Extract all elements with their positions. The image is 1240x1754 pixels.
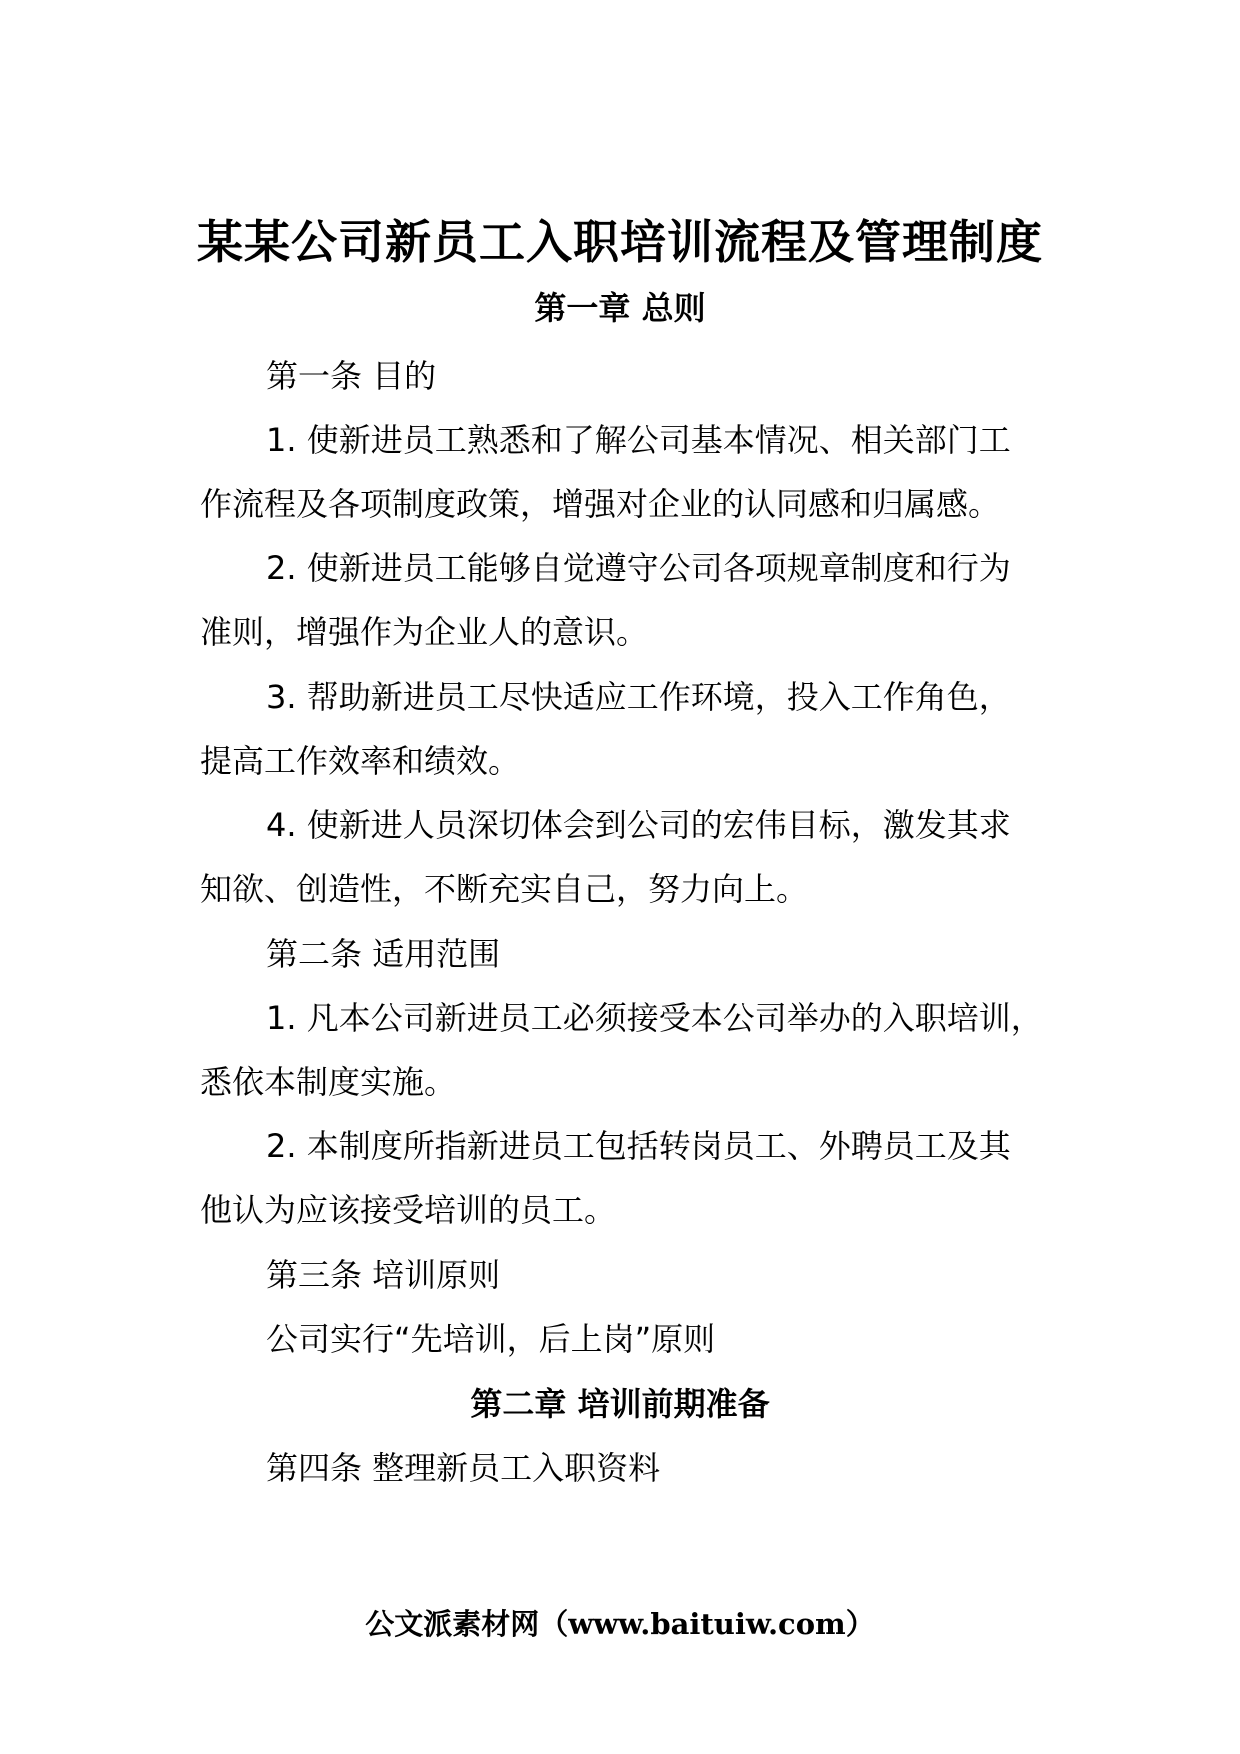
paragraph-line: 2. 使新进员工能够自觉遵守公司各项规章制度和行为 xyxy=(266,549,1011,587)
article-heading: 第一条 目的 xyxy=(266,357,437,395)
paragraph-line: 作流程及各项制度政策，增强对企业的认同感和归属感。 xyxy=(200,485,1001,523)
paragraph-line: 1. 凡本公司新进员工必须接受本公司举办的入职培训， xyxy=(266,999,1043,1037)
article-heading: 第三条 培训原则 xyxy=(266,1256,501,1294)
paragraph-line: 3. 帮助新进员工尽快适应工作环境，投入工作角色， xyxy=(266,678,1011,716)
paragraph-line: 4. 使新进人员深切体会到公司的宏伟目标，激发其求 xyxy=(266,806,1011,844)
paragraph-line: 他认为应该接受培训的员工。 xyxy=(200,1191,617,1229)
footer-watermark: 公文派素材网（www.baituiw.com） xyxy=(365,1607,875,1641)
paragraph-line: 悉依本制度实施。 xyxy=(200,1063,457,1101)
paragraph-line: 提高工作效率和绩效。 xyxy=(200,742,521,780)
paragraph-line: 知欲、创造性，不断充实自己，努力向上。 xyxy=(200,870,809,908)
paragraph-line: 公司实行“先培训，后上岗”原则 xyxy=(266,1320,716,1358)
chapter-heading-2: 第二章 培训前期准备 xyxy=(470,1385,770,1423)
paragraph-line: 1. 使新进员工熟悉和了解公司基本情况、相关部门工 xyxy=(266,421,1011,459)
article-heading: 第四条 整理新员工入职资料 xyxy=(266,1449,661,1487)
document-title: 某某公司新员工入职培训流程及管理制度 xyxy=(197,215,1043,269)
paragraph-line: 2. 本制度所指新进员工包括转岗员工、外聘员工及其 xyxy=(266,1127,1011,1165)
chapter-heading-1: 第一章 总则 xyxy=(534,289,706,327)
paragraph-line: 准则，增强作为企业人的意识。 xyxy=(200,613,649,651)
article-heading: 第二条 适用范围 xyxy=(266,935,501,973)
